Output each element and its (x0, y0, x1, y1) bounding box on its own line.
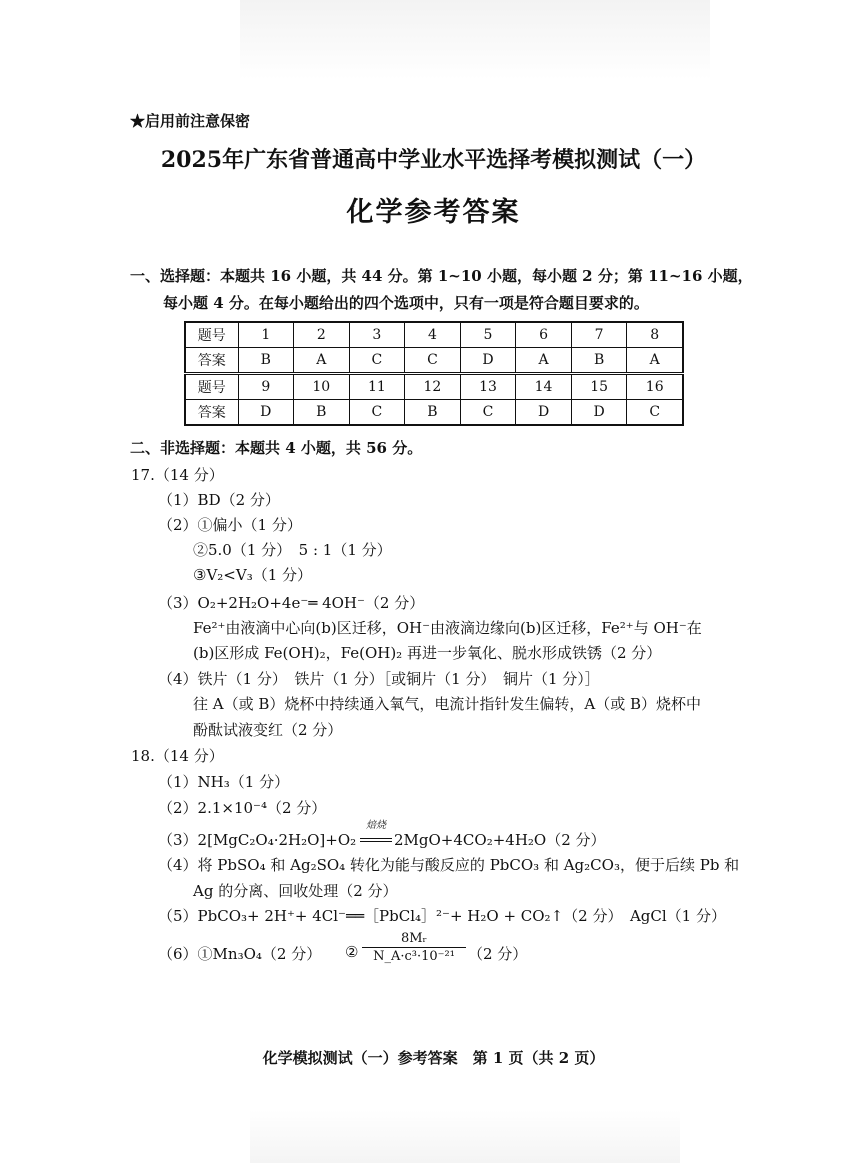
q17-part1: （1）BD（2 分） (158, 491, 280, 509)
confidential-notice: ★启用前注意保密 (130, 112, 251, 130)
fraction-numerator: 8Mᵣ (362, 931, 466, 948)
q17-part4c: 酚酞试液变红（2 分） (193, 721, 343, 739)
table-cell: 12 (405, 374, 461, 400)
table-cell: 4 (405, 322, 461, 348)
table-cell: D (460, 348, 516, 374)
table-cell: C (349, 348, 405, 374)
q17-part2b: ②5.0（1 分） 5 : 1（1 分） (193, 541, 392, 559)
table-cell: 3 (349, 322, 405, 348)
table-cell: 13 (460, 374, 516, 400)
q18-part2: （2）2.1×10⁻⁴（2 分） (158, 799, 327, 817)
table-cell: 1 (238, 322, 293, 348)
q17-heading: 17.（14 分） (131, 466, 224, 484)
answer-label: 答案 (185, 400, 238, 426)
scan-shadow-top (240, 0, 710, 80)
table-cell: 6 (516, 322, 572, 348)
q18-heading: 18.（14 分） (131, 747, 224, 765)
table-cell: C (405, 348, 461, 374)
page-footer: 化学模拟测试（一）参考答案 第 1 页（共 2 页） (262, 1049, 605, 1067)
table-cell: 15 (571, 374, 627, 400)
table-row (185, 322, 683, 348)
table-cell: A (294, 348, 350, 374)
q18-part1: （1）NH₃（1 分） (158, 773, 290, 791)
table-cell: 10 (294, 374, 350, 400)
table-row (185, 348, 683, 374)
table-row (185, 374, 683, 400)
q18-part6-marker: ② (345, 943, 359, 961)
table-cell: 8 (627, 322, 683, 348)
q18-part4a: （4）将 PbSO₄ 和 Ag₂SO₄ 转化为能与酸反应的 PbCO₃ 和 Ag₂CO₃，便于后续 Pb 和 (158, 856, 740, 874)
q17-part3c: (b)区形成 Fe(OH)₂，Fe(OH)₂ 再进一步氧化、脱水形成铁锈（2 分） (193, 644, 662, 662)
table-cell: 7 (571, 322, 627, 348)
table-cell: 11 (349, 374, 405, 400)
question-label: 题号 (185, 374, 238, 400)
scan-shadow-bottom (250, 1110, 680, 1163)
equilibrium-sign-icon (360, 838, 392, 842)
table-cell: C (460, 400, 516, 426)
page-title: 2025年广东省普通高中学业水平选择考模拟测试（一） (160, 147, 707, 173)
table-cell: C (349, 400, 405, 426)
table-cell: 5 (460, 322, 516, 348)
table-cell: D (238, 400, 293, 426)
table-cell: B (571, 348, 627, 374)
q17-part3a: （3）O₂+2H₂O+4e⁻═ 4OH⁻（2 分） (158, 594, 425, 612)
q18-part4b: Ag 的分离、回收处理（2 分） (193, 882, 398, 900)
table-row (185, 400, 683, 426)
q17-part2a: （2）①偏小（1 分） (158, 516, 302, 534)
q18-part3-condition: 焙烧 (366, 820, 386, 831)
table-cell: B (405, 400, 461, 426)
section1-intro-line1: 一、选择题：本题共 16 小题，共 44 分。第 1~10 小题，每小题 2 分；第 11~16 小题， (130, 267, 753, 285)
answer-table (184, 321, 684, 426)
page-subtitle: 化学参考答案 (346, 197, 521, 228)
q17-part4b: 往 A（或 B）烧杯中持续通入氧气，电流计指针发生偏转，A（或 B）烧杯中 (193, 695, 702, 713)
table-cell: A (516, 348, 572, 374)
q18-part3-products: 2MgO+4CO₂+4H₂O（2 分） (394, 831, 606, 849)
q17-part2c: ③V₂<V₃（1 分） (193, 566, 313, 584)
section1-intro-line2: 每小题 4 分。在每小题给出的四个选项中，只有一项是符合题目要求的。 (163, 294, 649, 312)
table-cell: 16 (627, 374, 683, 400)
question-label: 题号 (185, 322, 238, 348)
density-fraction (362, 931, 466, 964)
table-cell: 9 (238, 374, 293, 400)
section2-heading: 二、非选择题：本题共 4 小题，共 56 分。 (130, 439, 423, 457)
table-cell: C (627, 400, 683, 426)
q18-part5: （5）PbCO₃+ 2H⁺+ 4Cl⁻══［PbCl₄］²⁻+ H₂O + CO₂↑（2 分） AgCl（1 分） (158, 907, 726, 925)
table-cell: A (627, 348, 683, 374)
table-cell: 2 (294, 322, 350, 348)
q18-part3-reactants: （3）2[MgC₂O₄·2H₂O]+O₂ (158, 831, 357, 849)
q18-part6-score: （2 分） (468, 945, 528, 963)
table-cell: D (516, 400, 572, 426)
q18-part6-first: （6）①Mn₃O₄（2 分） (158, 945, 322, 963)
fraction-denominator: N_A·c³·10⁻²¹ (373, 949, 455, 964)
table-cell: B (294, 400, 350, 426)
q17-part3b: Fe²⁺由液滴中心向(b)区迁移，OH⁻由液滴边缘向(b)区迁移，Fe²⁺与 OH⁻在 (193, 619, 702, 637)
answer-label: 答案 (185, 348, 238, 374)
table-cell: D (571, 400, 627, 426)
table-cell: B (238, 348, 293, 374)
q17-part4a: （4）铁片（1 分） 铁片（1 分）［或铜片（1 分） 铜片（1 分）］ (158, 670, 600, 688)
table-cell: 14 (516, 374, 572, 400)
